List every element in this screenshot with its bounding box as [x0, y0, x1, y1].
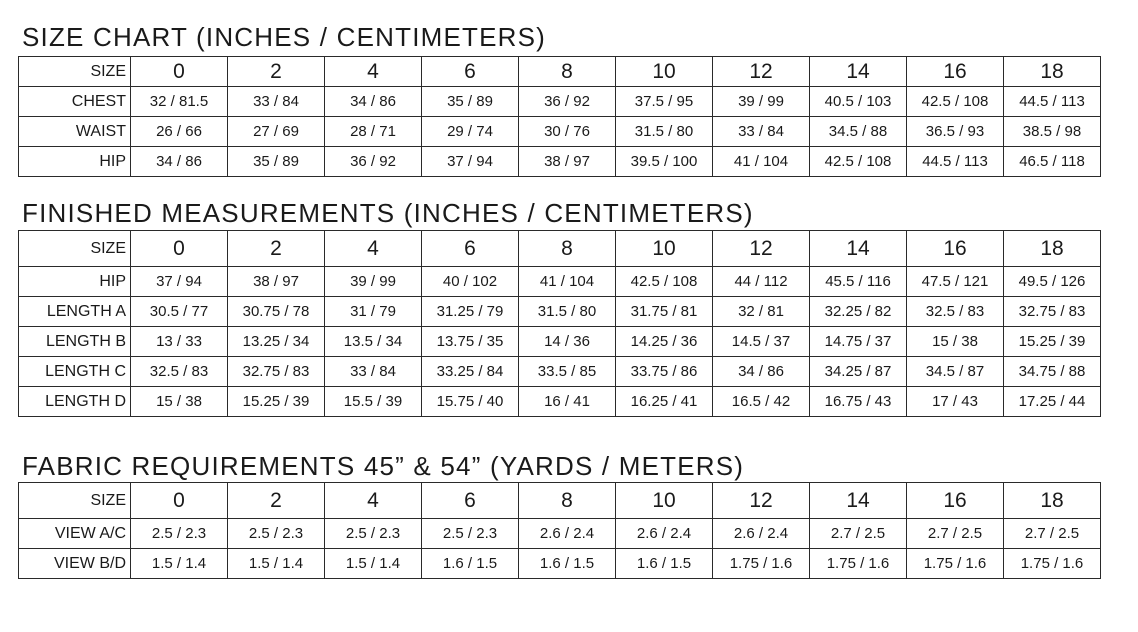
size-header-cell: 2 — [228, 57, 325, 87]
measurement-cell: 2.5 / 2.3 — [422, 519, 519, 549]
size-header-cell: 18 — [1004, 57, 1101, 87]
measurement-cell: 32.25 / 82 — [810, 297, 907, 327]
measurement-cell: 30.75 / 78 — [228, 297, 325, 327]
measurement-cell: 26 / 66 — [131, 117, 228, 147]
measurement-cell: 15 / 38 — [907, 327, 1004, 357]
table-row — [19, 297, 1101, 327]
measurement-cell: 35 / 89 — [228, 147, 325, 177]
measurement-cell: 44 / 112 — [713, 267, 810, 297]
measurement-cell: 1.5 / 1.4 — [228, 549, 325, 579]
measurement-cell: 2.5 / 2.3 — [325, 519, 422, 549]
measurement-cell: 2.7 / 2.5 — [1004, 519, 1101, 549]
finished-measurements-table — [18, 230, 1101, 417]
measurement-cell: 44.5 / 113 — [907, 147, 1004, 177]
size-chart-title: SIZE CHART (INCHES / CENTIMETERS) — [22, 22, 547, 52]
measurement-cell: 35 / 89 — [422, 87, 519, 117]
measurement-cell: 29 / 74 — [422, 117, 519, 147]
row-label-cell: LENGTH C — [19, 357, 131, 387]
measurement-cell: 33.25 / 84 — [422, 357, 519, 387]
size-header-cell: 10 — [616, 57, 713, 87]
size-header-cell: 6 — [422, 483, 519, 519]
measurement-cell: 1.6 / 1.5 — [422, 549, 519, 579]
table-header-row — [19, 231, 1101, 267]
measurement-cell: 39.5 / 100 — [616, 147, 713, 177]
size-header-cell: 2 — [228, 231, 325, 267]
table-row — [19, 327, 1101, 357]
measurement-cell: 15 / 38 — [131, 387, 228, 417]
measurement-cell: 1.75 / 1.6 — [907, 549, 1004, 579]
size-header-cell: 14 — [810, 57, 907, 87]
size-header-cell: 4 — [325, 231, 422, 267]
measurement-cell: 32.75 / 83 — [228, 357, 325, 387]
measurement-cell: 34.5 / 88 — [810, 117, 907, 147]
measurement-cell: 2.7 / 2.5 — [810, 519, 907, 549]
fabric-requirements-title: FABRIC REQUIREMENTS 45” & 54” (YARDS / METERS) — [22, 451, 745, 481]
row-label-cell: LENGTH B — [19, 327, 131, 357]
size-header-cell: 0 — [131, 231, 228, 267]
size-header-cell: 8 — [519, 231, 616, 267]
measurement-cell: 34.25 / 87 — [810, 357, 907, 387]
size-header-cell: 16 — [907, 231, 1004, 267]
measurement-cell: 16.5 / 42 — [713, 387, 810, 417]
size-header-cell: 10 — [616, 231, 713, 267]
measurement-cell: 15.25 / 39 — [228, 387, 325, 417]
table-row — [19, 387, 1101, 417]
measurement-cell: 40 / 102 — [422, 267, 519, 297]
measurement-cell: 38 / 97 — [228, 267, 325, 297]
measurement-cell: 2.6 / 2.4 — [713, 519, 810, 549]
header-label-cell: SIZE — [19, 231, 131, 267]
row-label-cell: CHEST — [19, 87, 131, 117]
size-header-cell: 8 — [519, 483, 616, 519]
measurement-cell: 14.5 / 37 — [713, 327, 810, 357]
size-header-cell: 4 — [325, 483, 422, 519]
measurement-cell: 33 / 84 — [325, 357, 422, 387]
measurement-cell: 13.25 / 34 — [228, 327, 325, 357]
size-header-cell: 6 — [422, 57, 519, 87]
table-row — [19, 519, 1101, 549]
measurement-cell: 15.75 / 40 — [422, 387, 519, 417]
measurement-cell: 33.5 / 85 — [519, 357, 616, 387]
measurement-cell: 36.5 / 93 — [907, 117, 1004, 147]
measurement-cell: 32.5 / 83 — [131, 357, 228, 387]
measurement-cell: 27 / 69 — [228, 117, 325, 147]
size-header-cell: 18 — [1004, 231, 1101, 267]
measurement-cell: 14.75 / 37 — [810, 327, 907, 357]
measurement-cell: 36 / 92 — [519, 87, 616, 117]
size-header-cell: 6 — [422, 231, 519, 267]
measurement-cell: 14.25 / 36 — [616, 327, 713, 357]
header-label-cell: SIZE — [19, 483, 131, 519]
measurement-cell: 32.5 / 83 — [907, 297, 1004, 327]
measurement-cell: 34 / 86 — [325, 87, 422, 117]
measurement-cell: 1.5 / 1.4 — [325, 549, 422, 579]
size-chart-table — [18, 56, 1101, 177]
measurement-cell: 31.5 / 80 — [519, 297, 616, 327]
finished-measurements-title: FINISHED MEASUREMENTS (INCHES / CENTIMETERS) — [22, 198, 754, 228]
measurement-cell: 44.5 / 113 — [1004, 87, 1101, 117]
measurement-cell: 37 / 94 — [422, 147, 519, 177]
size-header-cell: 16 — [907, 483, 1004, 519]
size-header-cell: 0 — [131, 483, 228, 519]
measurement-cell: 42.5 / 108 — [907, 87, 1004, 117]
measurement-cell: 30.5 / 77 — [131, 297, 228, 327]
measurement-cell: 2.5 / 2.3 — [228, 519, 325, 549]
measurement-cell: 32.75 / 83 — [1004, 297, 1101, 327]
measurement-cell: 1.6 / 1.5 — [519, 549, 616, 579]
size-header-cell: 8 — [519, 57, 616, 87]
table-header-row — [19, 483, 1101, 519]
measurement-cell: 2.7 / 2.5 — [907, 519, 1004, 549]
measurement-cell: 1.75 / 1.6 — [713, 549, 810, 579]
measurement-cell: 34 / 86 — [131, 147, 228, 177]
measurement-cell: 2.6 / 2.4 — [519, 519, 616, 549]
table-row — [19, 357, 1101, 387]
size-header-cell: 12 — [713, 57, 810, 87]
measurement-cell: 38 / 97 — [519, 147, 616, 177]
measurement-cell: 14 / 36 — [519, 327, 616, 357]
measurement-cell: 34.5 / 87 — [907, 357, 1004, 387]
row-label-cell: VIEW A/C — [19, 519, 131, 549]
measurement-cell: 40.5 / 103 — [810, 87, 907, 117]
measurement-cell: 2.6 / 2.4 — [616, 519, 713, 549]
table-row — [19, 87, 1101, 117]
measurement-cell: 16 / 41 — [519, 387, 616, 417]
measurement-cell: 38.5 / 98 — [1004, 117, 1101, 147]
measurement-cell: 33 / 84 — [228, 87, 325, 117]
measurement-cell: 45.5 / 116 — [810, 267, 907, 297]
measurement-cell: 41 / 104 — [713, 147, 810, 177]
measurement-cell: 34 / 86 — [713, 357, 810, 387]
measurement-cell: 15.5 / 39 — [325, 387, 422, 417]
measurement-cell: 33 / 84 — [713, 117, 810, 147]
measurement-cell: 33.75 / 86 — [616, 357, 713, 387]
measurement-cell: 15.25 / 39 — [1004, 327, 1101, 357]
measurement-cell: 36 / 92 — [325, 147, 422, 177]
measurement-cell: 31.75 / 81 — [616, 297, 713, 327]
measurement-cell: 1.75 / 1.6 — [1004, 549, 1101, 579]
measurement-cell: 32 / 81.5 — [131, 87, 228, 117]
size-header-cell: 16 — [907, 57, 1004, 87]
measurement-cell: 37.5 / 95 — [616, 87, 713, 117]
table-row — [19, 267, 1101, 297]
measurement-cell: 30 / 76 — [519, 117, 616, 147]
row-label-cell: HIP — [19, 147, 131, 177]
row-label-cell: HIP — [19, 267, 131, 297]
measurement-cell: 2.5 / 2.3 — [131, 519, 228, 549]
measurement-cell: 37 / 94 — [131, 267, 228, 297]
row-label-cell: VIEW B/D — [19, 549, 131, 579]
measurement-cell: 31.5 / 80 — [616, 117, 713, 147]
size-header-cell: 4 — [325, 57, 422, 87]
measurement-cell: 46.5 / 118 — [1004, 147, 1101, 177]
size-header-cell: 14 — [810, 231, 907, 267]
table-row — [19, 117, 1101, 147]
measurement-cell: 17 / 43 — [907, 387, 1004, 417]
size-header-cell: 10 — [616, 483, 713, 519]
measurement-cell: 31.25 / 79 — [422, 297, 519, 327]
size-header-cell: 14 — [810, 483, 907, 519]
table-row — [19, 549, 1101, 579]
size-header-cell: 18 — [1004, 483, 1101, 519]
measurement-cell: 1.6 / 1.5 — [616, 549, 713, 579]
fabric-requirements-table — [18, 482, 1101, 579]
measurement-cell: 31 / 79 — [325, 297, 422, 327]
measurement-cell: 32 / 81 — [713, 297, 810, 327]
measurement-cell: 34.75 / 88 — [1004, 357, 1101, 387]
measurement-cell: 13.5 / 34 — [325, 327, 422, 357]
measurement-cell: 13 / 33 — [131, 327, 228, 357]
header-label-cell: SIZE — [19, 57, 131, 87]
table-row — [19, 147, 1101, 177]
measurement-cell: 16.25 / 41 — [616, 387, 713, 417]
row-label-cell: WAIST — [19, 117, 131, 147]
measurement-cell: 17.25 / 44 — [1004, 387, 1101, 417]
table-header-row — [19, 57, 1101, 87]
size-header-cell: 12 — [713, 231, 810, 267]
measurement-cell: 39 / 99 — [325, 267, 422, 297]
measurement-cell: 42.5 / 108 — [616, 267, 713, 297]
measurement-cell: 39 / 99 — [713, 87, 810, 117]
measurement-cell: 49.5 / 126 — [1004, 267, 1101, 297]
measurement-cell: 1.5 / 1.4 — [131, 549, 228, 579]
size-header-cell: 2 — [228, 483, 325, 519]
size-header-cell: 0 — [131, 57, 228, 87]
size-header-cell: 12 — [713, 483, 810, 519]
measurement-cell: 28 / 71 — [325, 117, 422, 147]
measurement-cell: 42.5 / 108 — [810, 147, 907, 177]
measurement-cell: 13.75 / 35 — [422, 327, 519, 357]
measurement-cell: 47.5 / 121 — [907, 267, 1004, 297]
measurement-cell: 16.75 / 43 — [810, 387, 907, 417]
row-label-cell: LENGTH A — [19, 297, 131, 327]
measurement-cell: 41 / 104 — [519, 267, 616, 297]
measurement-cell: 1.75 / 1.6 — [810, 549, 907, 579]
row-label-cell: LENGTH D — [19, 387, 131, 417]
